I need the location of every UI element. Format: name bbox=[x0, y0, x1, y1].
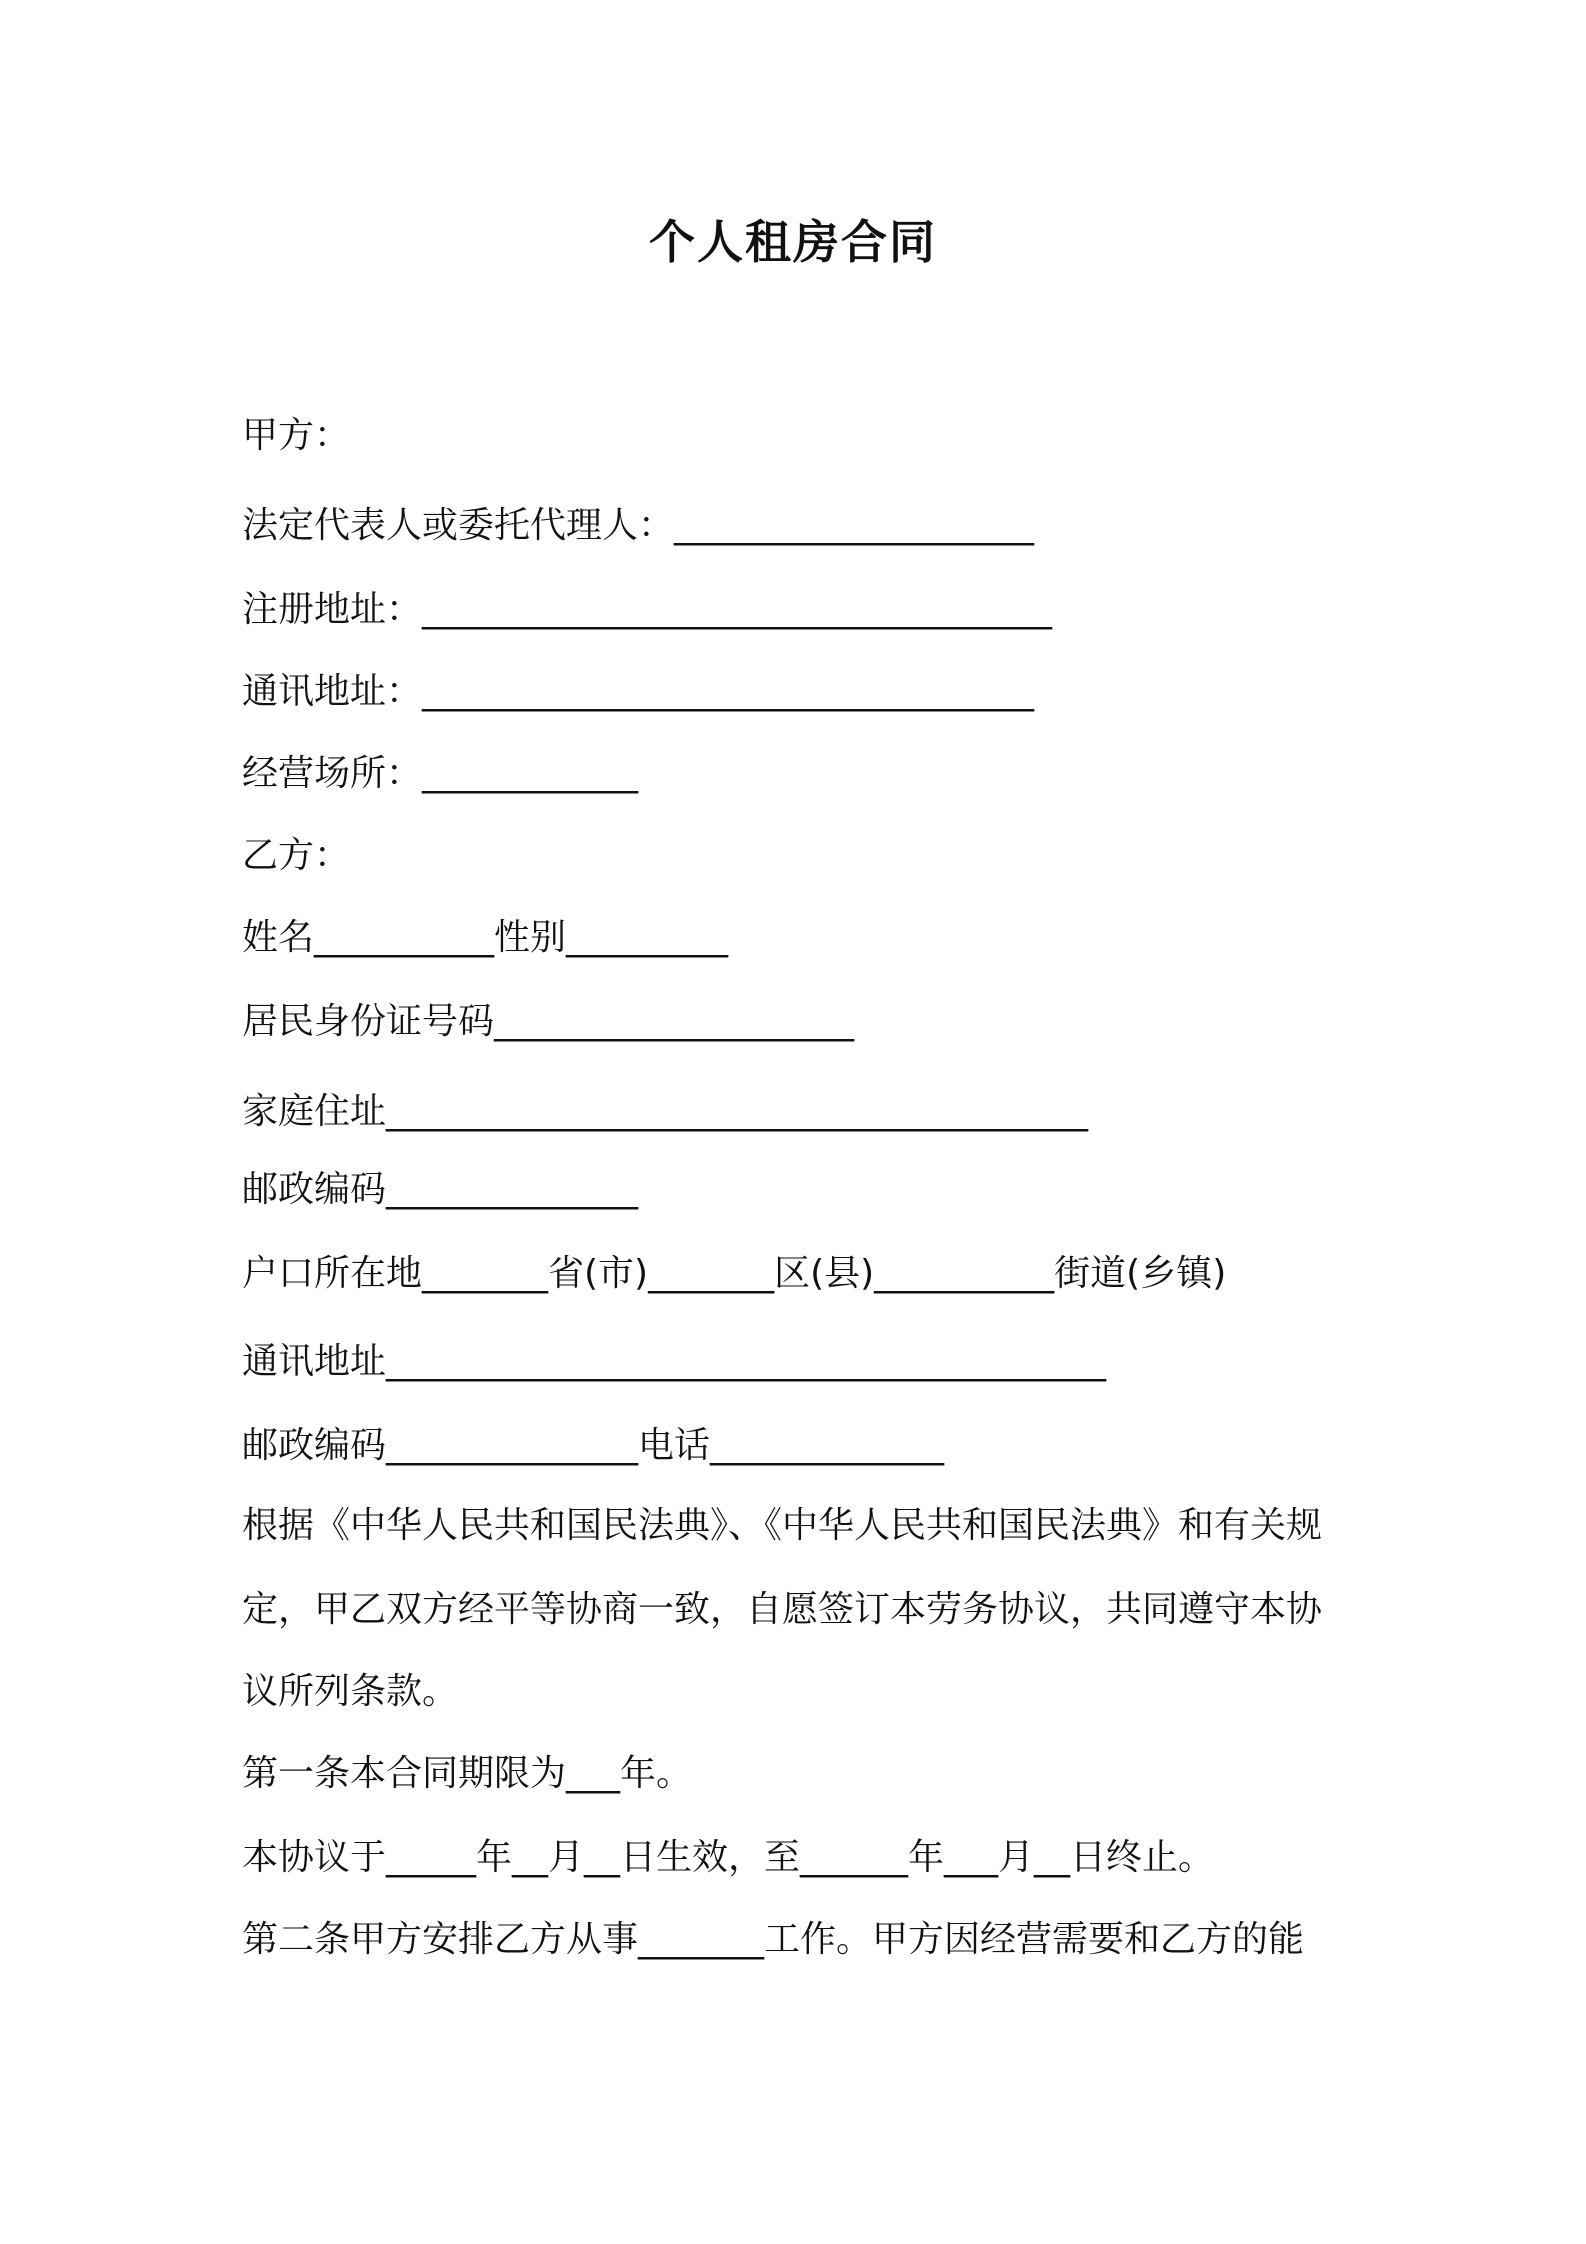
party-b-id-number-line: 居民身份证号码____________________ bbox=[242, 1001, 855, 1042]
preamble-line-3: 议所列条款。 bbox=[242, 1671, 459, 1712]
party-a-label: 甲方： bbox=[242, 415, 351, 456]
party-b-name-gender-line: 姓名__________性别_________ bbox=[242, 917, 729, 958]
preamble-line-1: 根据《中华人民共和国民法典》、《中华人民共和国民法典》和有关规 bbox=[242, 1505, 1323, 1546]
party-a-mailing-address-line: 通讯地址：__________________________________ bbox=[242, 671, 1035, 712]
party-b-postal-phone-line: 邮政编码______________电话_____________ bbox=[242, 1425, 945, 1466]
effective-period-line: 本协议于_____年__月__日生效，至______年___月__日终止。 bbox=[242, 1837, 1215, 1878]
party-b-mailing-address-line: 通讯地址________________________________________ bbox=[242, 1341, 1107, 1382]
party-b-home-address-line: 家庭住址_______________________________________ bbox=[242, 1091, 1089, 1132]
party-a-representative-line: 法定代表人或委托代理人：____________________ bbox=[242, 505, 1035, 546]
party-b-label: 乙方： bbox=[242, 835, 351, 876]
article-one-line: 第一条本合同期限为___年。 bbox=[242, 1753, 693, 1794]
preamble-line-2: 定，甲乙双方经平等协商一致，自愿签订本劳务协议，共同遵守本协 bbox=[242, 1589, 1323, 1630]
party-a-business-premises-line: 经营场所：____________ bbox=[242, 753, 639, 794]
party-b-postal-code-line: 邮政编码______________ bbox=[242, 1169, 639, 1210]
party-a-registered-address-line: 注册地址：___________________________________ bbox=[242, 589, 1053, 630]
article-two-line: 第二条甲方安排乙方从事_______工作。甲方因经营需要和乙方的能 bbox=[242, 1919, 1305, 1960]
party-b-household-registration-line: 户口所在地_______省(市)_______区(县)__________街道(乡镇) bbox=[242, 1253, 1227, 1294]
document-title: 个人租房合同 bbox=[649, 215, 937, 269]
